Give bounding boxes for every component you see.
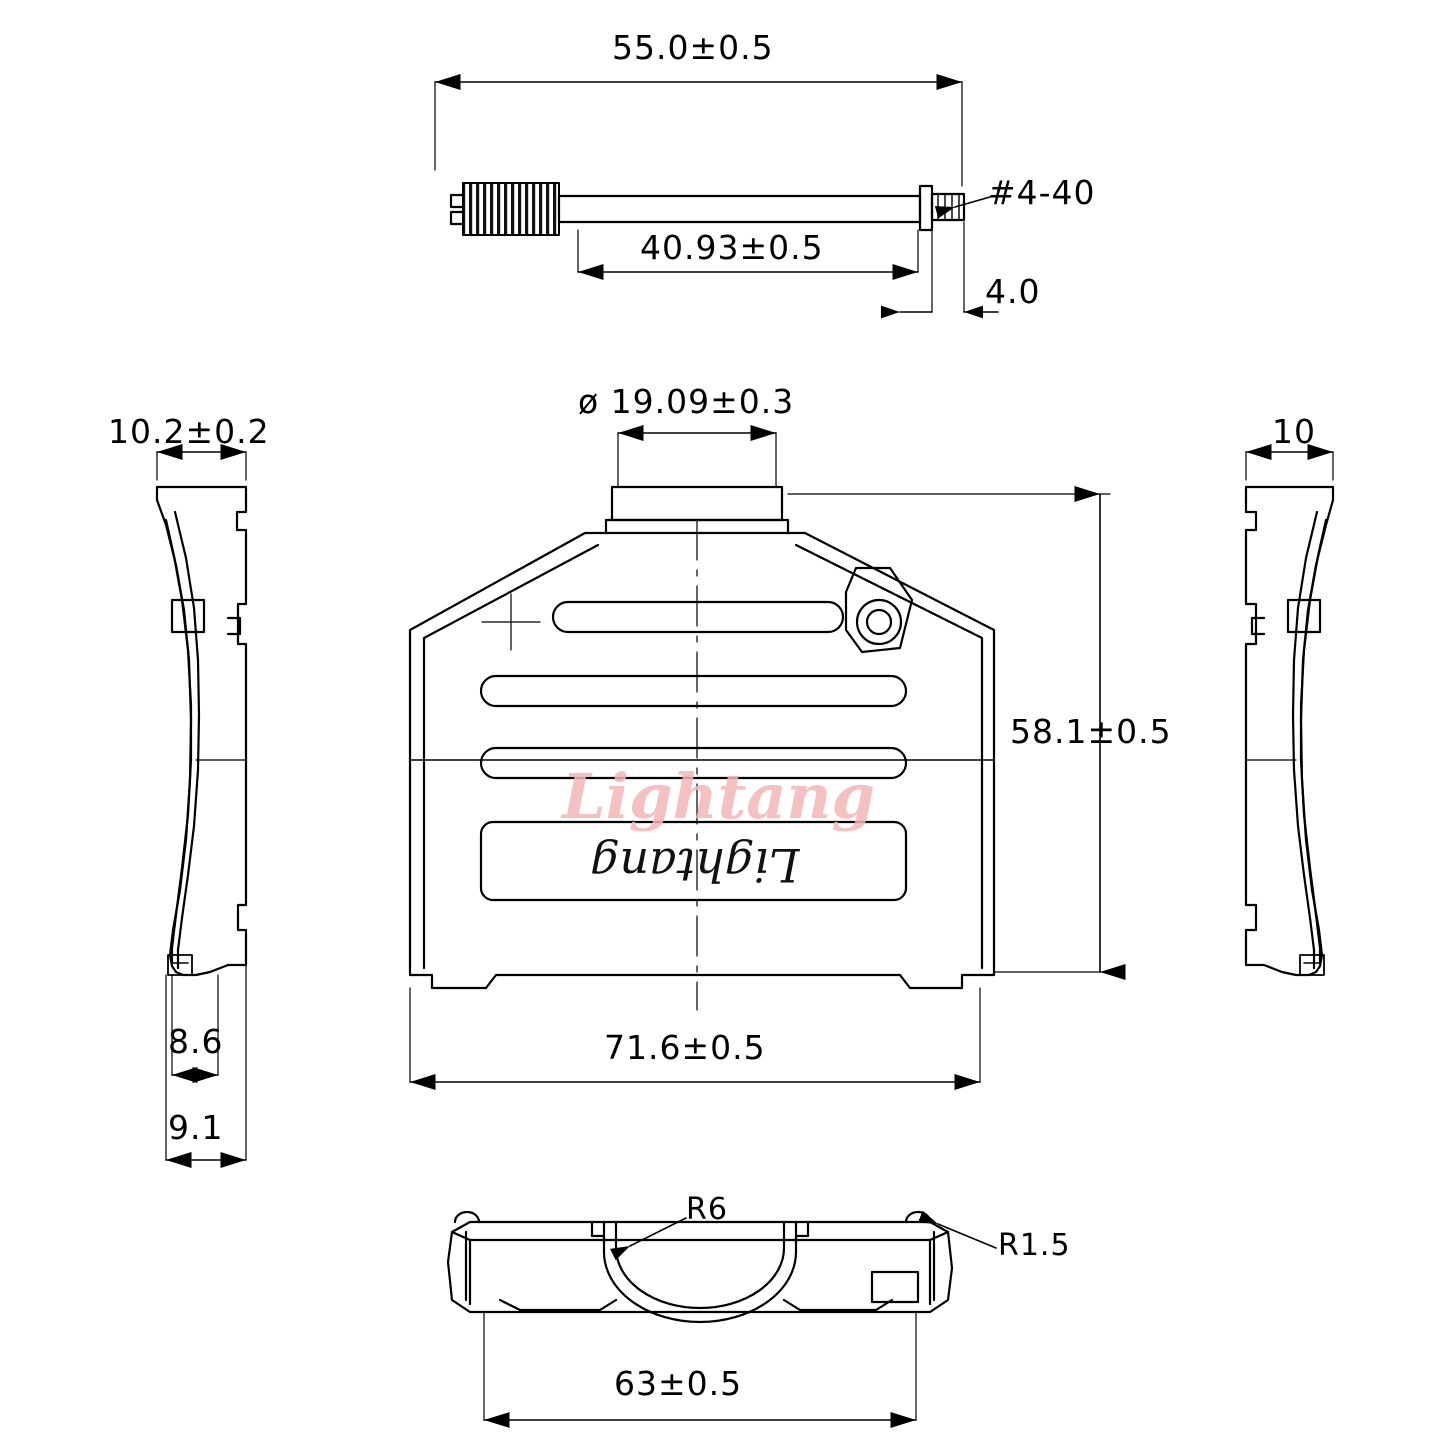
left-side-view-geometry bbox=[157, 487, 246, 975]
watermark-brand: Lightang bbox=[562, 760, 875, 833]
front-view-geometry bbox=[410, 487, 994, 1010]
dim-label-screw-thread: #4-40 bbox=[988, 173, 1096, 212]
dim-label-bottom-width: 63±0.5 bbox=[614, 1364, 743, 1403]
dim-left-thickness bbox=[157, 452, 246, 480]
dim-label-radius-large: R6 bbox=[686, 1192, 728, 1227]
dim-right-thickness bbox=[1246, 452, 1333, 480]
dim-label-radius-small: R1.5 bbox=[998, 1228, 1071, 1263]
dim-label-front-width: 71.6±0.5 bbox=[604, 1028, 766, 1067]
bottom-view-geometry bbox=[448, 1212, 952, 1322]
dim-label-screw-length: 4.0 bbox=[985, 272, 1041, 311]
dim-top-overall-width bbox=[435, 82, 962, 186]
engraved-brand-label: Lightang bbox=[590, 838, 800, 892]
dim-label-left-thickness: 10.2±0.2 bbox=[108, 412, 270, 451]
leader-radius-small bbox=[938, 1224, 996, 1248]
dim-label-front-hole-diameter: ø 19.09±0.3 bbox=[578, 382, 795, 421]
dim-label-left-lower-b: 9.1 bbox=[168, 1108, 224, 1147]
leader-screw-thread bbox=[955, 197, 990, 207]
dim-front-hole-diameter bbox=[618, 433, 776, 487]
dim-label-right-thickness: 10 bbox=[1272, 412, 1316, 451]
dim-label-top-inner-length: 40.93±0.5 bbox=[640, 228, 824, 267]
dim-label-front-height: 58.1±0.5 bbox=[1010, 712, 1172, 751]
right-side-view-geometry bbox=[1246, 487, 1333, 975]
dim-label-left-lower-a: 8.6 bbox=[168, 1022, 224, 1061]
dim-screw-length bbox=[900, 222, 998, 312]
dim-label-top-overall-width: 55.0±0.5 bbox=[612, 28, 774, 67]
